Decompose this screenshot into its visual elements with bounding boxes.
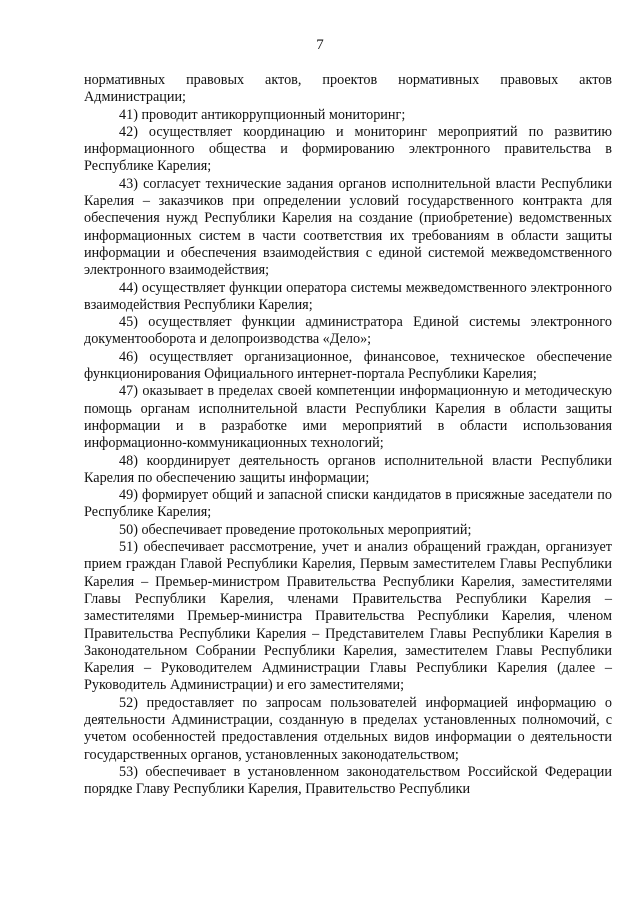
list-item-44: 44) осуществляет функции оператора системы межведомственного электронного взаимодействия Республики Карелия; [84,279,612,313]
list-item-53: 53) обеспечивает в установленном законодательством Российской Федерации порядке Главу Республики Карелия, Правительство Республики [84,763,612,798]
list-item-51: 51) обеспечивает рассмотрение, учет и анализ обращений граждан, организует прием граждан Главой Республики Карелия, Первым заместителем Главы Республики Карелия – Премьер-министром Правительства Республики Карелия, заместителями Главы Республики Карелия, членами Правительства Республики Карелия – заместителями Премьер-министра Правительства Республики Карелия, членом Правительства Республики Карелия – Представителем Главы Республики Карелия в Законодательном Собрании Республики Карелия, заместителем Главы Республики Карелия – Руководителем Администрации Главы Республики Карелия (далее – Руководитель Администрации) и его заместителями; [84,539,612,694]
list-item-43: 43) согласует технические задания органов исполнительной власти Республики Карелия – заказчиков при определении условий государственного контракта для обеспечения нужд Республики Карелия на создание (приобретение) ведомственных информационных систем в части соответствия их требованиям в области защиты информации и обеспечения взаимодействия с единой системой межведомственного электронного взаимодействия; [84,175,612,279]
list-item-45: 45) осуществляет функции администратора Единой системы электронного документооборота и делопроизводства «Дело»; [84,314,612,348]
list-item-41: 41) проводит антикоррупционный мониторинг; [119,106,406,123]
list-item-47: 47) оказывает в пределах своей компетенции информационную и методическую помощь органам исполнительной власти Республики Карелия в области защиты информации и в разработке ими мероприятий в области использования информационно-коммуникационных технологий; [84,383,612,452]
list-item-49: 49) формирует общий и запасной списки кандидатов в присяжные заседатели по Республике Карелия; [84,487,612,521]
page-number: 7 [316,37,324,53]
list-item-50: 50) обеспечивает проведение протокольных мероприятий; [119,521,472,538]
list-item-46: 46) осуществляет организационное, финансовое, техническое обеспечение функционирования Официального интернет-портала Республики Карелия; [84,348,612,383]
list-item-48: 48) координирует деятельность органов исполнительной власти Республики Карелия по обеспечению защиты информации; [84,452,612,486]
paragraph-continuation: нормативных правовых актов, проектов нормативных правовых актов Администрации; [84,72,612,106]
list-item-42: 42) осуществляет координацию и мониторинг мероприятий по развитию информационного общества и формированию электронного правительства в Республике Карелия; [84,123,612,175]
document-body [84,72,612,798]
list-item-52: 52) предоставляет по запросам пользователей информацией информацию о деятельности Администрации, созданную в пределах установленных полномочий, с учетом особенностей предоставления отдельных видов информации о деятельности государственных органов, установленных законодательством; [84,694,612,763]
